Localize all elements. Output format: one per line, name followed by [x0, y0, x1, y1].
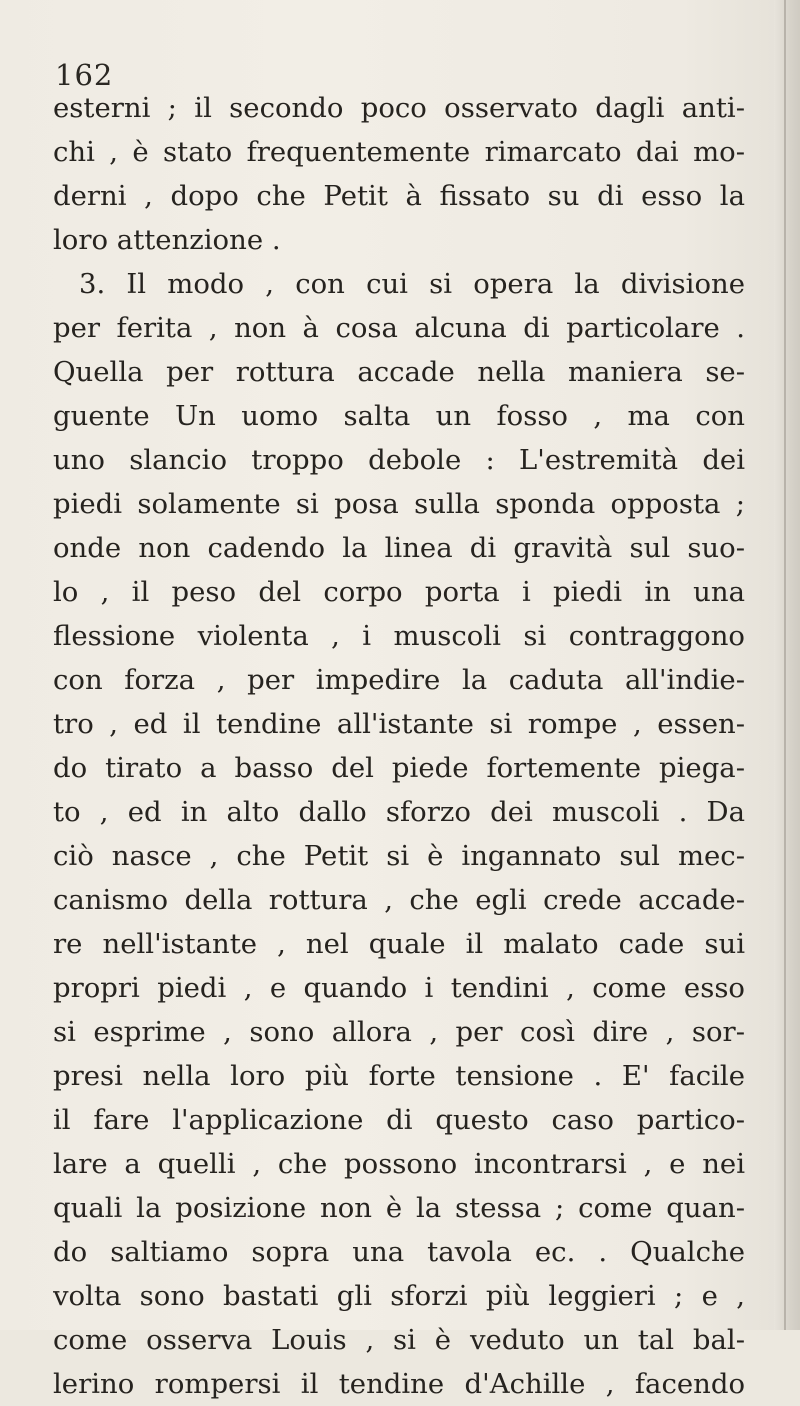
text-line: chi , è stato frequentemente rimarcato dai mo-: [53, 136, 745, 168]
text-line: come osserva Louis , si è veduto un tal bal-: [53, 1324, 745, 1356]
text-line: lerino rompersi il tendine d'Achille , facendo: [53, 1368, 745, 1400]
text-line: propri piedi , e quando i tendini , come esso: [53, 972, 745, 1004]
text-line: re nell'istante , nel quale il malato cade sui: [53, 928, 745, 960]
text-line: per ferita , non à cosa alcuna di particolare .: [53, 312, 745, 344]
text-line: esterni ; il secondo poco osservato dagli anti-: [53, 92, 745, 124]
text-line: Quella per rottura accade nella maniera se-: [53, 356, 745, 388]
page-edge-line: [784, 0, 786, 1330]
text-line: flessione violenta , i muscoli si contraggono: [53, 620, 745, 652]
text-line: canismo della rottura , che egli crede accade-: [53, 884, 745, 916]
body-text: [53, 86, 745, 1406]
page-number: 162: [55, 58, 114, 92]
text-line: onde non cadendo la linea di gravità sul suo-: [53, 532, 745, 564]
text-line: volta sono bastati gli sforzi più leggieri ; e ,: [53, 1280, 745, 1312]
text-line: uno slancio troppo debole : L'estremità dei: [53, 444, 745, 476]
text-line: tro , ed il tendine all'istante si rompe , essen-: [53, 708, 745, 740]
text-line: do tirato a basso del piede fortemente piega-: [53, 752, 745, 784]
text-line: guente Un uomo salta un fosso , ma con: [53, 400, 745, 432]
page-edge-shadow: [774, 0, 800, 1330]
text-line: loro attenzione .: [53, 224, 281, 256]
text-line: con forza , per impedire la caduta all'indie-: [53, 664, 745, 696]
text-line: lo , il peso del corpo porta i piedi in una: [53, 576, 745, 608]
text-line: lare a quelli , che possono incontrarsi , e nei: [53, 1148, 745, 1180]
text-line: to , ed in alto dallo sforzo dei muscoli . Da: [53, 796, 745, 828]
text-line: il fare l'applicazione di questo caso partico-: [53, 1104, 745, 1136]
text-line: do saltiamo sopra una tavola ec. . Qualche: [53, 1236, 745, 1268]
text-line: presi nella loro più forte tensione . E' facile: [53, 1060, 745, 1092]
text-line: si esprime , sono allora , per così dire , sor-: [53, 1016, 745, 1048]
text-line: ciò nasce , che Petit si è ingannato sul mec-: [53, 840, 745, 872]
text-line: quali la posizione non è la stessa ; come quan-: [53, 1192, 745, 1224]
text-line: 3. Il modo , con cui si opera la divisione: [79, 268, 745, 300]
text-line: derni , dopo che Petit à fissato su di esso la: [53, 180, 745, 212]
text-line: piedi solamente si posa sulla sponda opposta ;: [53, 488, 745, 520]
